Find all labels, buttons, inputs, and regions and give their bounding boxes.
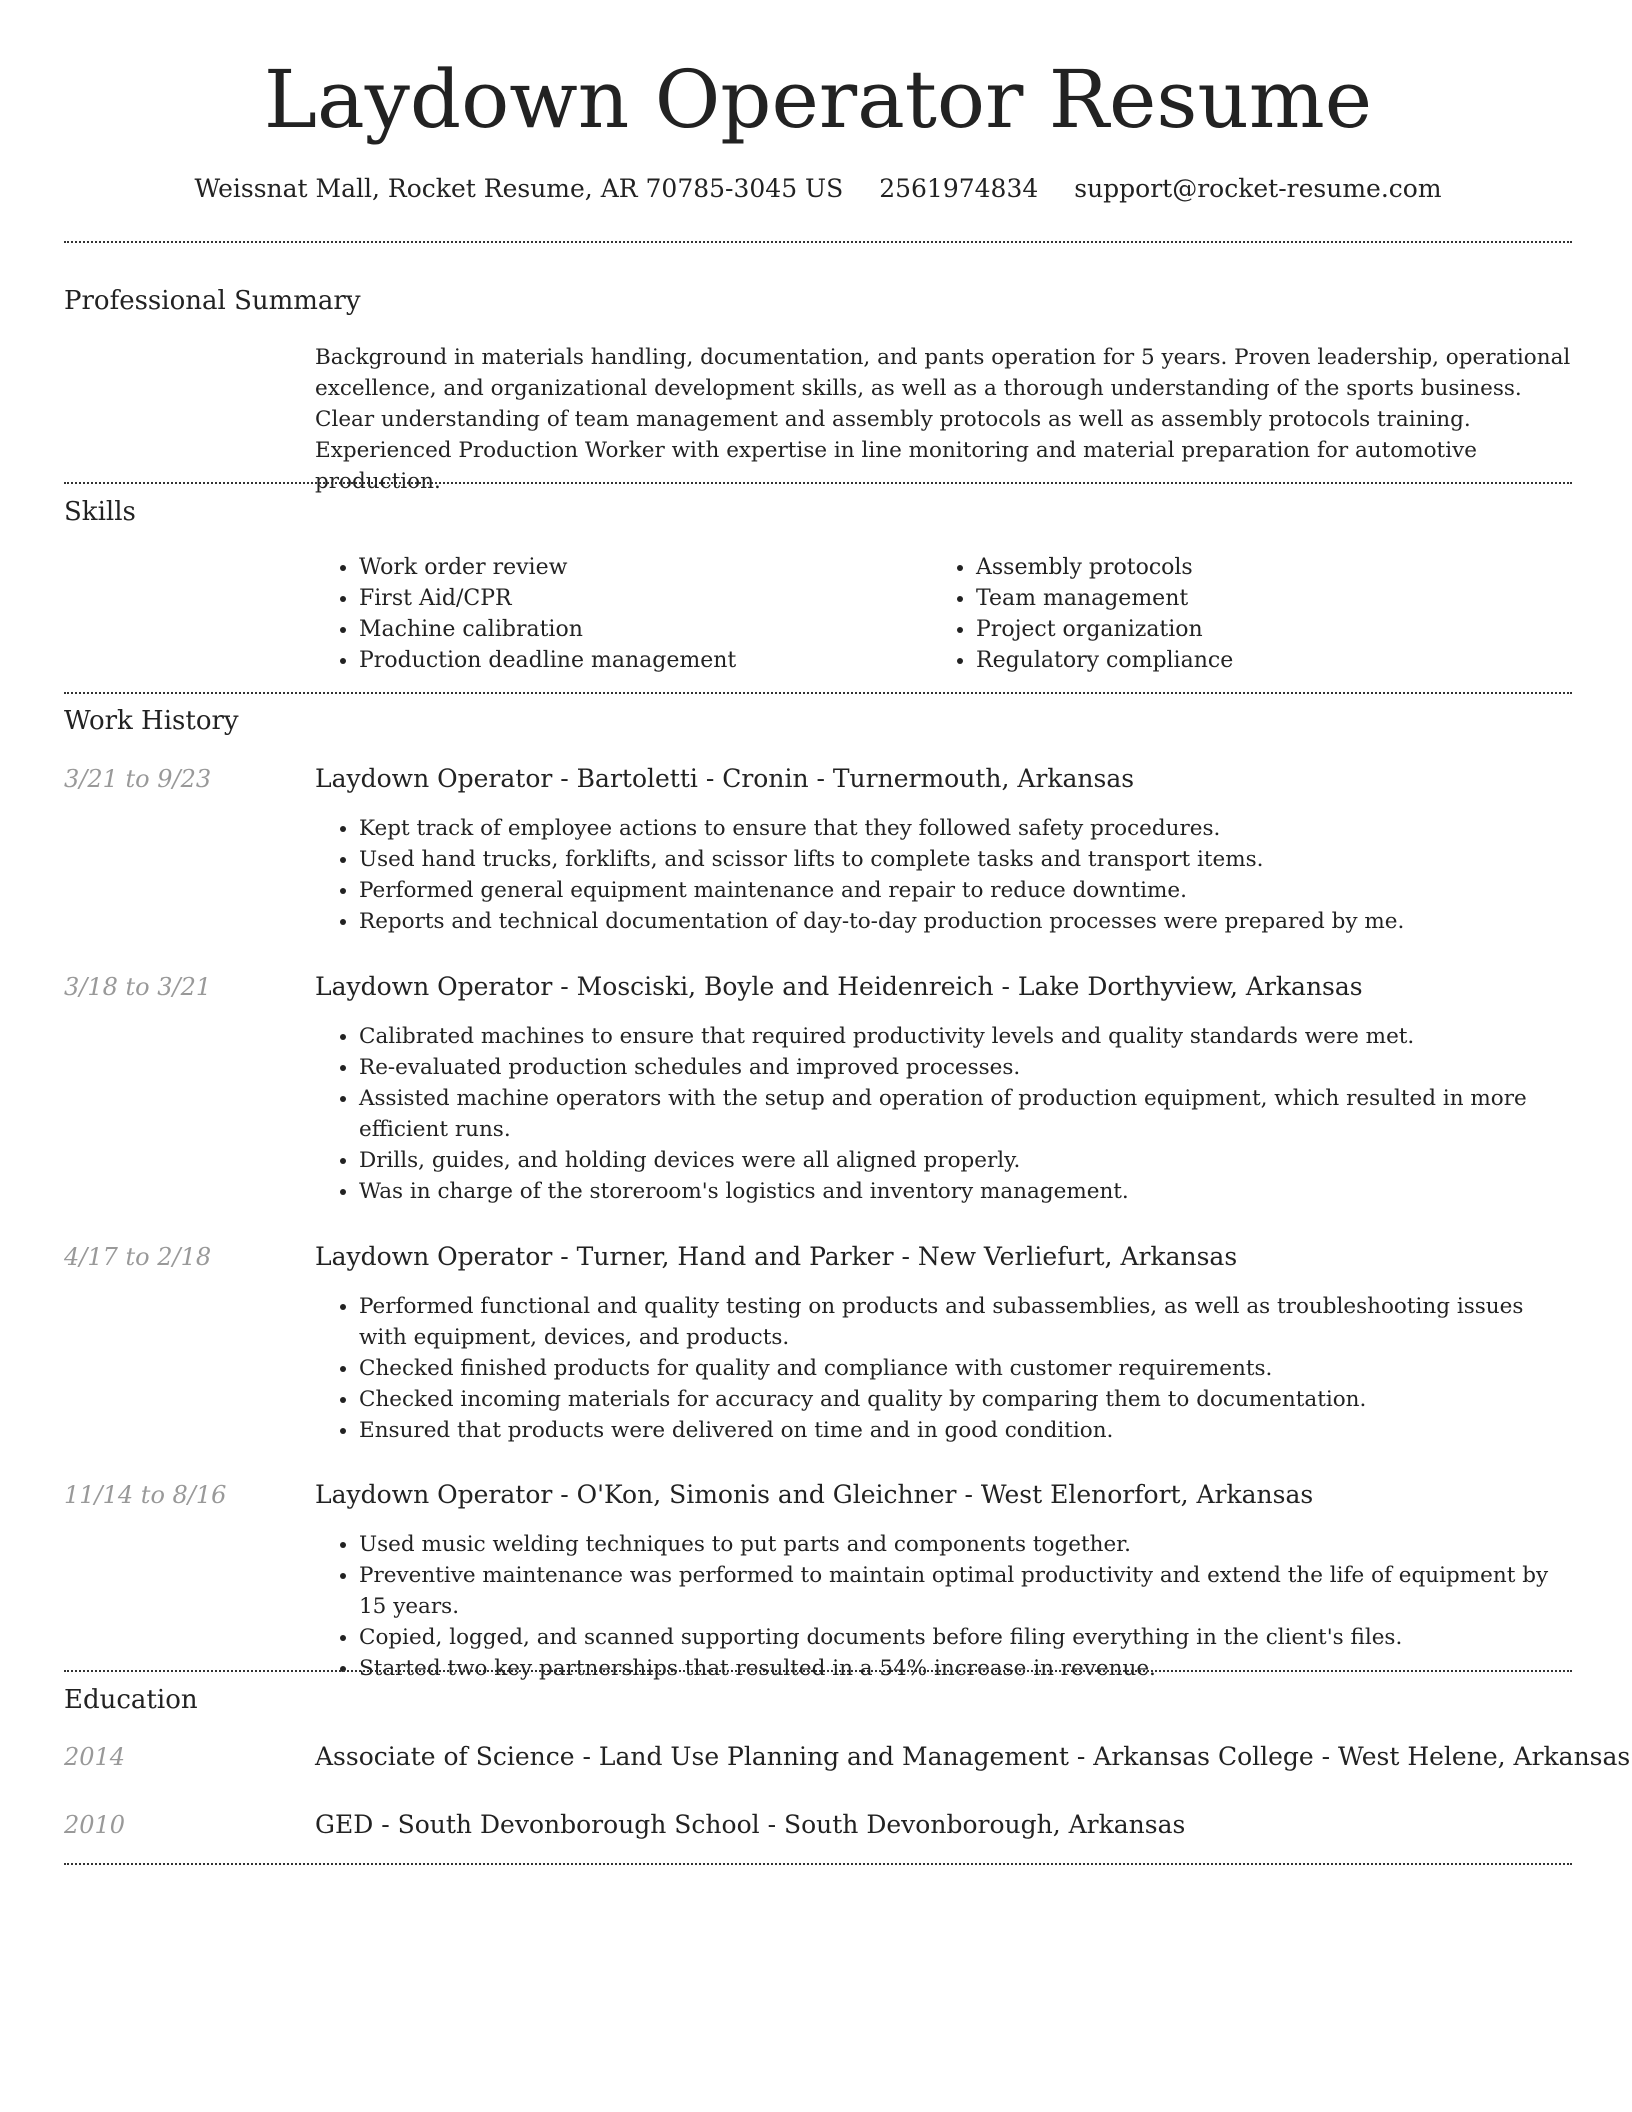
job-bullet: • Kept track of employee actions to ensure that they followed safety procedures. bbox=[359, 813, 1572, 844]
resume-page bbox=[64, 0, 1631, 2112]
education-year: 2010 bbox=[64, 1811, 126, 1839]
divider bbox=[64, 1863, 1572, 1865]
section-title-education: Education bbox=[64, 1685, 198, 1715]
skill-item: • Team management bbox=[976, 583, 1532, 614]
job-bullet: • Preventive maintenance was performed to maintain optimal productivity and extend the life of equipment by 15 years. bbox=[359, 1560, 1572, 1622]
job-bullet: • Was in charge of the storeroom's logistics and inventory management. bbox=[359, 1176, 1572, 1207]
job-heading: Laydown Operator - Bartoletti - Cronin - Turnermouth, Arkansas bbox=[315, 764, 1135, 793]
job-bullet: • Re-evaluated production schedules and improved processes. bbox=[359, 1052, 1572, 1083]
job-dates: 3/21 to 9/23 bbox=[64, 765, 212, 793]
section-title-skills: Skills bbox=[64, 497, 136, 527]
skill-item: • First Aid/CPR bbox=[359, 583, 915, 614]
job-dates: 4/17 to 2/18 bbox=[64, 1243, 212, 1271]
resume-title: Laydown Operator Resume bbox=[263, 53, 1373, 146]
skill-item: • Machine calibration bbox=[359, 614, 915, 645]
job-bullet: • Drills, guides, and holding devices were all aligned properly. bbox=[359, 1145, 1572, 1176]
divider bbox=[64, 692, 1572, 694]
skill-item: • Assembly protocols bbox=[976, 552, 1532, 583]
job-bullets bbox=[315, 1291, 1572, 1446]
job-heading: Laydown Operator - Turner, Hand and Parker - New Verliefurt, Arkansas bbox=[315, 1242, 1238, 1271]
job-dates: 3/18 to 3/21 bbox=[64, 973, 212, 1001]
job-heading: Laydown Operator - O'Kon, Simonis and Gleichner - West Elenorfort, Arkansas bbox=[315, 1480, 1314, 1509]
job-bullet: • Checked finished products for quality and compliance with customer requirements. bbox=[359, 1353, 1572, 1384]
job-bullet: • Performed functional and quality testing on products and subassemblies, as well as troubleshooting issues with equipment, devices, and products. bbox=[359, 1291, 1572, 1353]
job-bullet: • Calibrated machines to ensure that required productivity levels and quality standards were met. bbox=[359, 1021, 1572, 1052]
education-heading: GED - South Devonborough School - South Devonborough, Arkansas bbox=[315, 1810, 1186, 1839]
job-bullets bbox=[315, 813, 1572, 937]
skills-list-left bbox=[315, 552, 915, 676]
job-bullet: • Performed general equipment maintenance and repair to reduce downtime. bbox=[359, 875, 1572, 906]
contact-email: support@rocket-resume.com bbox=[1074, 174, 1442, 203]
job-dates: 11/14 to 8/16 bbox=[64, 1481, 227, 1509]
job-bullet: • Checked incoming materials for accuracy and quality by comparing them to documentation. bbox=[359, 1384, 1572, 1415]
divider bbox=[64, 482, 1572, 484]
summary-text: Background in materials handling, documentation, and pants operation for 5 years. Proven leadership, operational excellence, and organizational development skills, as well as a thorough understanding of the sports business. Clear understanding of team management and assembly protocols as well as assembly protocols training. Experienced Production Worker with expertise in line monitoring and material preparation for automotive production. bbox=[315, 345, 1571, 494]
job-bullet: • Assisted machine operators with the setup and operation of production equipment, which resulted in more efficient runs. bbox=[359, 1083, 1572, 1145]
skill-item: • Regulatory compliance bbox=[976, 645, 1532, 676]
contact-line bbox=[64, 172, 1572, 206]
education-year: 2014 bbox=[64, 1743, 126, 1771]
job-bullets bbox=[315, 1529, 1572, 1684]
contact-phone: 2561974834 bbox=[879, 174, 1039, 203]
job-bullets bbox=[315, 1021, 1572, 1207]
job-bullet: • Copied, logged, and scanned supporting documents before filing everything in the client's files. bbox=[359, 1622, 1572, 1653]
job-bullet: • Started two key partnerships that resulted in a 54% increase in revenue. bbox=[359, 1653, 1572, 1684]
divider bbox=[64, 241, 1572, 243]
job-heading: Laydown Operator - Mosciski, Boyle and Heidenreich - Lake Dorthyview, Arkansas bbox=[315, 972, 1363, 1001]
divider bbox=[64, 1670, 1572, 1672]
job-bullet: • Used hand trucks, forklifts, and scissor lifts to complete tasks and transport items. bbox=[359, 844, 1572, 875]
job-bullet: • Reports and technical documentation of day-to-day production processes were prepared by me. bbox=[359, 906, 1572, 937]
skill-item: • Project organization bbox=[976, 614, 1532, 645]
section-title-work: Work History bbox=[64, 706, 239, 736]
job-bullet: • Ensured that products were delivered on time and in good condition. bbox=[359, 1415, 1572, 1446]
skill-item: • Work order review bbox=[359, 552, 915, 583]
section-title-summary: Professional Summary bbox=[64, 286, 361, 316]
job-bullet: • Used music welding techniques to put parts and components together. bbox=[359, 1529, 1572, 1560]
education-heading: Associate of Science - Land Use Planning and Management - Arkansas College - West Helene, Arkansas bbox=[315, 1742, 1631, 1771]
skill-item: • Production deadline management bbox=[359, 645, 915, 676]
skills-list-right bbox=[932, 552, 1532, 676]
contact-address: Weissnat Mall, Rocket Resume, AR 70785-3045 US bbox=[194, 174, 844, 203]
